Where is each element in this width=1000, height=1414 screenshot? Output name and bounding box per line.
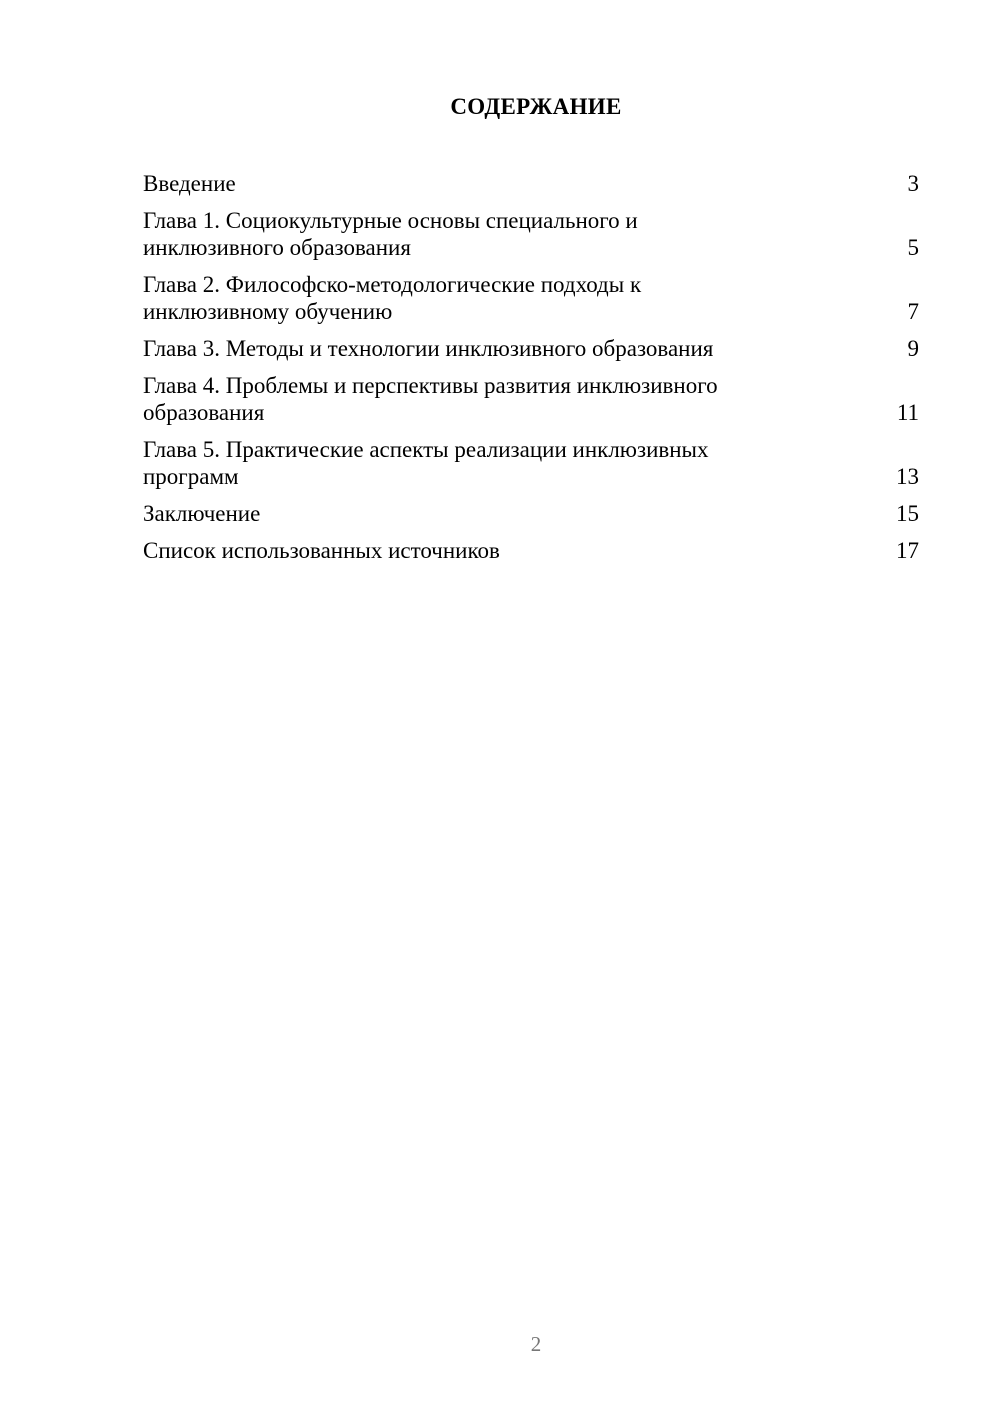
toc-entry-title: Список использованных источников (143, 538, 500, 563)
toc-entry-title: Заключение (143, 501, 261, 526)
toc-entry-page: 9 (907, 336, 919, 361)
table-of-contents (143, 170, 919, 574)
toc-entry-title: Глава 2. Философско-методологические подходы к инклюзивному обучению (143, 272, 642, 324)
toc-entry-title: Глава 3. Методы и технологии инклюзивного образования (143, 336, 714, 361)
toc-entry-chapter-3[interactable] (143, 335, 919, 362)
toc-entry-page: 11 (896, 400, 919, 425)
toc-entry-page: 13 (896, 464, 919, 489)
toc-entry-chapter-5[interactable] (143, 436, 919, 490)
toc-entry-chapter-2[interactable] (143, 271, 919, 325)
toc-entry-title: Глава 5. Практические аспекты реализации инклюзивных программ (143, 437, 709, 489)
page-title: СОДЕРЖАНИЕ (450, 94, 622, 119)
page-number: 2 (530, 1332, 542, 1356)
toc-entry-page: 7 (907, 299, 919, 324)
toc-entry-chapter-4[interactable] (143, 372, 919, 426)
toc-entry-chapter-1[interactable] (143, 207, 919, 261)
toc-entry-page: 15 (896, 501, 919, 526)
toc-entry-conclusion[interactable] (143, 500, 919, 527)
toc-entry-introduction[interactable] (143, 170, 919, 197)
toc-entry-page: 17 (896, 538, 919, 563)
toc-entry-page: 5 (907, 235, 919, 260)
toc-entry-title: Введение (143, 171, 236, 196)
toc-entry-references[interactable] (143, 537, 919, 564)
toc-entry-title: Глава 1. Социокультурные основы специального и инклюзивного образования (143, 208, 638, 260)
toc-entry-title: Глава 4. Проблемы и перспективы развития инклюзивного образования (143, 373, 718, 425)
toc-entry-page: 3 (907, 171, 919, 196)
